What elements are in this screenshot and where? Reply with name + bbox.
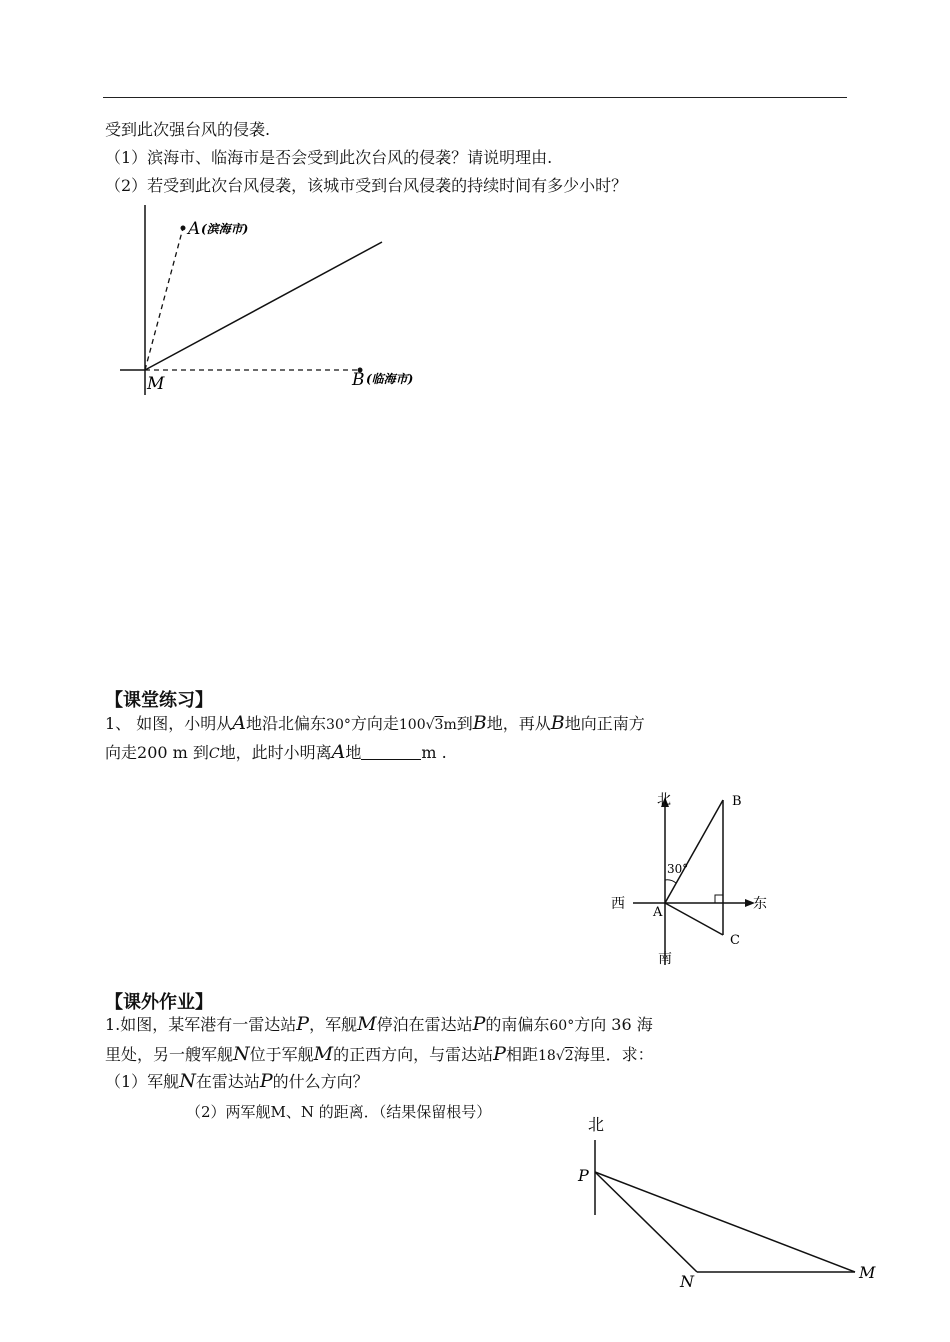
classroom-line-2 (105, 742, 447, 764)
angle-value: 60° (549, 1018, 575, 1034)
text-segment: 海里．求： (573, 1045, 654, 1064)
segment-m-a (145, 228, 183, 370)
var-c: C (208, 746, 220, 762)
distance-unit: m (443, 717, 457, 733)
homework-question-1 (105, 1071, 369, 1092)
problem-question-1: （1）滨海市、临海市是否会受到此次台风的侵袭？请说明理由. (105, 148, 553, 167)
text-segment: 地，此时小明离 (219, 743, 332, 762)
segment-p-m (595, 1172, 855, 1272)
var-m: M (357, 1013, 377, 1035)
text-segment: 里处，另一艘军舰 (105, 1045, 234, 1064)
point-p-label: P (578, 1166, 589, 1185)
homework-question-2: （2）两军舰M、N 的距离．（结果保留根号） (186, 1103, 492, 1121)
var-p: P (472, 1013, 486, 1035)
segment-a-c (665, 903, 723, 935)
point-b-label: B (732, 794, 742, 809)
point-a-label: A (188, 219, 201, 239)
var-b: B (472, 712, 487, 734)
text-segment: 1.如图，某军港有一雷达站 (105, 1015, 297, 1034)
text-segment: 方向走 (350, 714, 399, 733)
var-a: A (232, 712, 247, 734)
text-segment: m . (421, 743, 447, 762)
text-segment: 到 (456, 714, 473, 733)
homework-line-2 (105, 1044, 654, 1066)
radicand: 3 (434, 717, 444, 733)
text-segment: 的正西方向，与雷达站 (333, 1045, 494, 1064)
compass-figure (605, 785, 775, 975)
east-label: 东 (753, 896, 767, 912)
problem-continuation: 受到此次强台风的侵袭. (105, 120, 271, 139)
var-n: N (179, 1070, 196, 1092)
var-n: N (233, 1043, 250, 1065)
text-segment: 相距 (505, 1045, 538, 1064)
var-m: M (313, 1043, 334, 1065)
var-p: P (259, 1070, 273, 1092)
text-segment: ，军舰 (309, 1015, 358, 1034)
var-a: A (331, 741, 346, 763)
var-p: P (493, 1043, 506, 1065)
text-segment: 在雷达站 (195, 1072, 260, 1091)
distance-coefficient: 18 (537, 1048, 556, 1064)
city-a-label: (滨海市) (201, 222, 249, 236)
radical-sign: √ (555, 1048, 565, 1064)
west-label: 西 (611, 896, 625, 912)
homework-heading: 【课外作业】 (105, 992, 213, 1013)
answer-blank (361, 745, 421, 760)
text-segment: 地向正南方 (564, 714, 645, 733)
segment-a-b (665, 800, 723, 903)
angle-arc (665, 880, 676, 883)
point-n-label: N (680, 1272, 694, 1291)
segment-p-n (595, 1172, 697, 1272)
classroom-heading: 【课堂练习】 (105, 690, 213, 711)
radicand: 2 (564, 1048, 574, 1064)
point-a-dot (181, 226, 186, 231)
text-segment: 地，再从 (486, 714, 551, 733)
city-b-label: (临海市) (366, 372, 414, 386)
text-segment: 方向 36 海 (574, 1015, 653, 1034)
text-segment: 的南偏东 (485, 1015, 550, 1034)
text-segment: 的什么方向？ (272, 1072, 369, 1091)
point-b-label: B (352, 370, 365, 390)
point-m-label: M (859, 1263, 876, 1282)
point-a-label: A (653, 905, 663, 920)
text-segment: （1）军舰 (105, 1072, 180, 1091)
text-segment: 地沿北偏东 (246, 714, 327, 733)
north-label: 北 (588, 1115, 605, 1134)
distance-value: 200 (137, 743, 168, 762)
angle-value: 30° (326, 717, 351, 733)
radical-sign: √ (425, 717, 435, 733)
distance-coefficient: 100 (398, 717, 426, 733)
south-label: 南 (658, 951, 672, 967)
typhoon-figure (100, 200, 460, 400)
classroom-line-1 (105, 713, 645, 735)
point-c-label: C (730, 933, 740, 948)
point-m-label: M (147, 374, 165, 394)
header-rule (103, 97, 847, 98)
north-label: 北 (657, 792, 671, 808)
problem-question-2: （2）若受到此次台风侵袭，该城市受到台风侵袭的持续时间有多少小时？ (105, 176, 628, 195)
text-segment: m 到 (172, 743, 209, 762)
text-segment: 位于军舰 (249, 1045, 314, 1064)
var-b: B (550, 712, 565, 734)
text-segment: 向走 (105, 743, 138, 762)
text-segment: 地 (345, 743, 362, 762)
text-segment: 1、 如图，小明从 (105, 714, 233, 733)
typhoon-path-line (145, 242, 382, 370)
text-segment: 停泊在雷达站 (376, 1015, 473, 1034)
right-angle-mark (715, 895, 723, 903)
var-p: P (296, 1013, 310, 1035)
radar-figure (570, 1110, 890, 1300)
homework-line-1 (105, 1014, 653, 1036)
angle-label: 30° (667, 862, 689, 876)
